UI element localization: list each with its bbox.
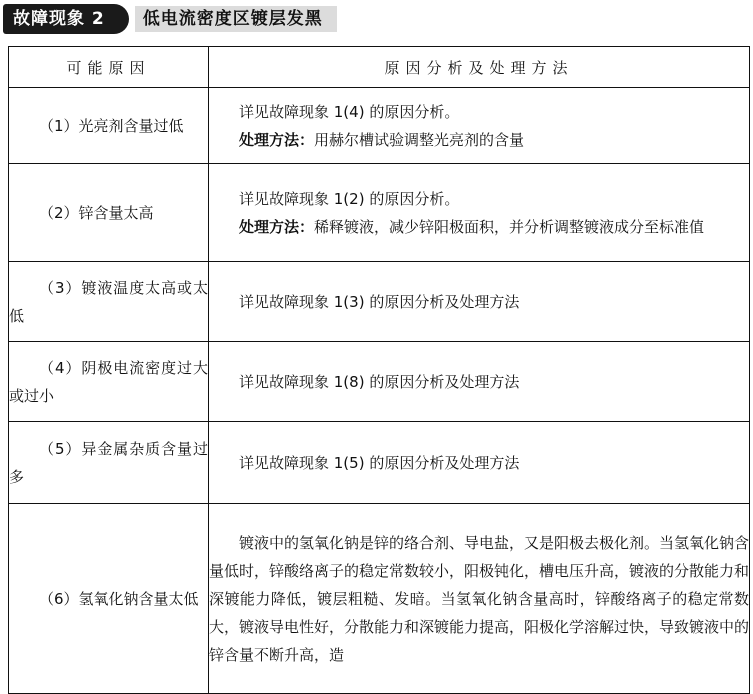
- fault-title: 低电流密度区镀层发黑: [135, 6, 337, 32]
- method-label: 处理方法：: [239, 217, 315, 236]
- analysis-cell: [209, 342, 750, 422]
- cause-cell: （4）阴极电流密度过大或过小: [9, 342, 209, 422]
- analysis-cell: [209, 88, 750, 164]
- analysis-cell: [209, 422, 750, 504]
- analysis-cell: [209, 504, 750, 694]
- cause-analysis-table: [8, 46, 750, 694]
- method-text: [209, 213, 749, 241]
- table-row: [9, 88, 750, 164]
- cause-cell: （3）镀液温度太高或太低: [9, 262, 209, 342]
- method-detail: 用赫尔槽试验调整光亮剂的含量: [314, 130, 525, 149]
- table-row: [9, 164, 750, 262]
- cause-cell: （6）氢氧化钠含量太低: [9, 504, 209, 694]
- fault-number-badge: 故障现象 2: [3, 4, 129, 34]
- table-row: [9, 342, 750, 422]
- cause-cell: （2）锌含量太高: [9, 164, 209, 262]
- table-row: [9, 422, 750, 504]
- analysis-text: 详见故障现象 1(4) 的原因分析。: [239, 102, 460, 121]
- table-row: [9, 262, 750, 342]
- analysis-cell: [209, 164, 750, 262]
- analysis-text: 详见故障现象 1(3) 的原因分析及处理方法: [239, 292, 520, 311]
- method-detail: 稀释镀液，减少锌阳极面积，并分析调整镀液成分至标准值: [314, 217, 705, 236]
- column-header-cause: 可能原因: [9, 47, 209, 88]
- section-header: [3, 4, 337, 34]
- method-text: [209, 126, 749, 154]
- cause-cell: （5）异金属杂质含量过多: [9, 422, 209, 504]
- cause-cell: （1）光亮剂含量过低: [9, 88, 209, 164]
- table-header-row: [9, 47, 750, 88]
- method-label: 处理方法：: [239, 130, 315, 149]
- analysis-text: 镀液中的氢氧化钠是锌的络合剂、导电盐，又是阳极去极化剂。当氢氧化钠含量低时，锌酸络离子的稳定常数较小，阳极钝化，槽电压升高，镀液的分散能力和深镀能力降低，镀层粗糙、发暗。当氢氧化钠含量高时，锌酸络离子的稳定常数大，镀液导电性好，分散能力和深镀能力提高，阳极化学溶解过快，导致镀液中的锌含量不断升高，造: [209, 533, 750, 664]
- analysis-text: 详见故障现象 1(5) 的原因分析及处理方法: [239, 453, 520, 472]
- analysis-cell: [209, 262, 750, 342]
- analysis-text: 详见故障现象 1(2) 的原因分析。: [239, 189, 460, 208]
- table-row: [9, 504, 750, 694]
- column-header-analysis: 原因分析及处理方法: [209, 47, 750, 88]
- analysis-text: 详见故障现象 1(8) 的原因分析及处理方法: [239, 372, 520, 391]
